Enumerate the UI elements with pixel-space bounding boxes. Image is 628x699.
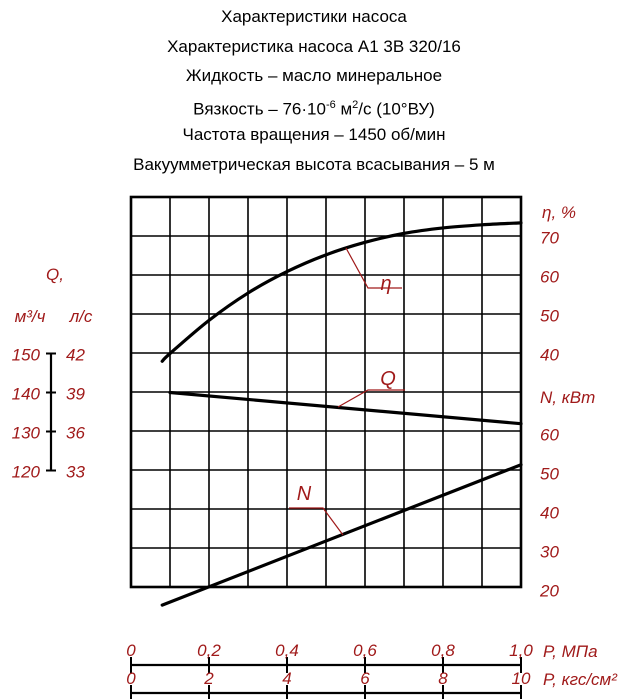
flow-unit-ls: л/с: [69, 307, 93, 326]
eta-tick-label: 40: [540, 345, 559, 365]
title-line-5: Частота вращения – 1450 об/мин: [182, 125, 446, 144]
n-annotation: N: [296, 483, 312, 505]
viscosity-unit: м: [335, 99, 353, 119]
title-line-2: Характеристика насоса А1 3В 320/16: [167, 36, 461, 56]
eta-tick-label: 50: [540, 306, 559, 326]
flow-tick-label-m3h: 150: [11, 345, 40, 365]
eta-axis-label: η, %: [542, 203, 576, 222]
title-line-3: Жидкость – масло минеральное: [185, 66, 443, 85]
power-axis-label: N, кВт: [540, 388, 596, 407]
flow-tick-label-m3h: 140: [11, 384, 40, 404]
eta-annotation: η: [380, 273, 392, 295]
series-eta-line: [162, 223, 521, 361]
pressure-kgf-tick-label: 4: [282, 669, 292, 688]
pressure-kgf-tick-label: 8: [438, 669, 448, 688]
pressure-mpa-tick-label: 1,0: [509, 641, 533, 660]
flow-axis-label: Q,: [46, 265, 64, 284]
power-tick-label: 60: [540, 425, 559, 445]
power-tick-label: 20: [540, 581, 559, 601]
flow-tick-label-m3h: 120: [11, 462, 40, 482]
n-leader-line: [289, 508, 343, 535]
flow-tick-label-m3h: 130: [11, 423, 40, 443]
flow-tick-label-ls: 42: [66, 345, 85, 365]
flow-tick-label-ls: 36: [66, 423, 85, 443]
pressure-mpa-tick-label: 0,2: [197, 641, 221, 660]
title-line-6: Вакуумметрическая высота всасывания – 5 м: [133, 154, 495, 174]
pressure-kgf-tick-label: 0: [126, 669, 136, 688]
pressure-kgf-tick-label: 10: [511, 669, 531, 688]
viscosity-prefix: Вязкость – 76·10: [193, 99, 326, 119]
viscosity-suffix: /с (10°ВУ): [358, 99, 435, 119]
series-flow-line: [170, 393, 521, 424]
pressure-kgf-axis-label: P, кгс/см²: [543, 670, 617, 689]
eta-leader-line: [346, 248, 402, 288]
flow-tick-label-ls: 39: [66, 384, 85, 404]
title-line-1: Характеристики насоса: [221, 7, 407, 26]
pressure-kgf-tick-label: 6: [360, 669, 370, 688]
viscosity-unit-exponent: 2: [352, 98, 359, 111]
power-tick-label: 30: [540, 542, 559, 562]
pressure-mpa-tick-label: 0,4: [275, 641, 299, 660]
viscosity-exponent: -6: [325, 98, 336, 111]
q-annotation: Q: [380, 368, 396, 390]
labels: [12, 203, 619, 699]
flow-tick-label-ls: 33: [66, 462, 85, 482]
eta-tick-label: 70: [540, 228, 559, 248]
pressure-mpa-tick-label: 0,8: [431, 641, 455, 660]
power-tick-label: 40: [540, 503, 559, 523]
pressure-mpa-tick-label: 0,6: [353, 641, 377, 660]
series-power-line: [162, 465, 521, 605]
power-tick-label: 50: [540, 464, 559, 484]
pressure-mpa-tick-label: 0: [126, 641, 136, 660]
pressure-kgf-tick-label: 2: [204, 669, 214, 688]
pressure-mpa-axis-label: P, МПа: [543, 642, 598, 661]
eta-tick-label: 60: [540, 267, 559, 287]
flow-unit-m3h: м³/ч: [14, 307, 46, 326]
